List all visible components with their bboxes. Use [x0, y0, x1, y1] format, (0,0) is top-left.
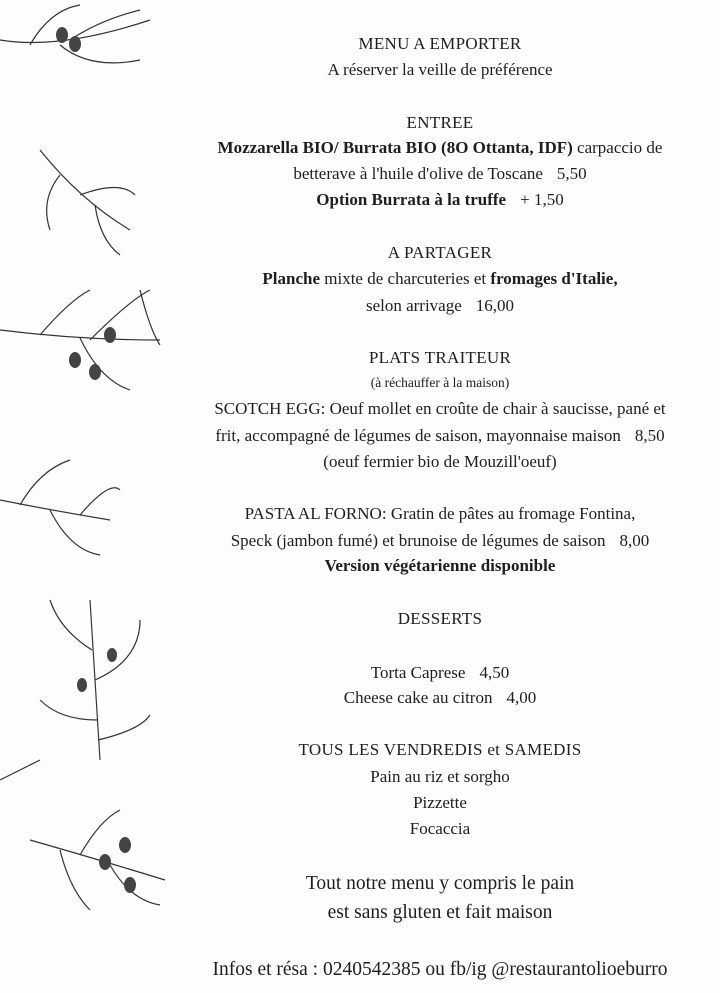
pasta-line-1	[180, 504, 700, 524]
partager-line-2	[180, 296, 700, 316]
menu-title: MENU A EMPORTER	[358, 34, 522, 53]
dessert-item	[180, 688, 700, 708]
dessert-price: 4,00	[506, 688, 537, 707]
pasta-desc-2: Speck (jambon fumé) et brunoise de légumes de saison	[230, 531, 606, 550]
section-title-weekend: TOUS LES VENDREDIS et SAMEDIS	[298, 740, 582, 759]
pasta-price: 8,00	[619, 531, 650, 550]
dessert-price: 4,50	[479, 663, 510, 682]
pasta-line-2	[180, 531, 700, 551]
partager-c: fromages d'Italie,	[490, 269, 618, 288]
partager-line-1	[180, 269, 700, 289]
scotch-line-2	[180, 426, 700, 446]
dessert-name: Torta Caprese	[370, 663, 466, 682]
scotch-desc-2: frit, accompagné de légumes de saison, mayonnaise maison	[215, 426, 621, 445]
weekend-item: Focaccia	[409, 819, 471, 838]
dessert-item	[180, 663, 700, 683]
entree-line-1	[180, 138, 700, 158]
partager-b: mixte de charcuteries et	[320, 269, 491, 288]
gluten-line-2: est sans gluten et fait maison	[327, 902, 553, 923]
entree-line-2	[180, 164, 700, 184]
scotch-label: SCOTCH EGG:	[214, 399, 326, 418]
partager-a: Planche	[262, 269, 321, 288]
weekend-item: Pizzette	[413, 793, 467, 812]
weekend-item: Pain au riz et sorgho	[370, 767, 510, 786]
section-title-partager: A PARTAGER	[387, 243, 493, 262]
traiteur-note: (à réchauffer à la maison)	[370, 375, 510, 390]
pasta-desc-1: Gratin de pâtes au fromage Fontina,	[386, 504, 636, 523]
partager-desc: selon arrivage	[365, 296, 462, 315]
scotch-note: (oeuf fermier bio de Mouzill'oeuf)	[323, 452, 557, 471]
dessert-name: Cheese cake au citron	[343, 688, 493, 707]
entree-price: 5,50	[556, 164, 587, 183]
gluten-line-1: Tout notre menu y compris le pain	[305, 873, 575, 894]
partager-price: 16,00	[475, 296, 515, 315]
scotch-line-1	[180, 399, 700, 419]
section-title-entree: ENTREE	[406, 113, 474, 132]
entree-rest: carpaccio de	[572, 138, 663, 157]
scotch-desc-1: Oeuf mollet en croûte de chair à saucisse, pané et	[325, 399, 666, 418]
pasta-note: Version végétarienne disponible	[324, 556, 556, 575]
contact-info: Infos et résa : 0240542385 ou fb/ig @restaurantolioeburro	[212, 959, 668, 980]
entree-bold: Mozzarella BIO/ Burrata BIO (8O Ottanta, IDF)	[217, 138, 573, 157]
scotch-price: 8,50	[634, 426, 665, 445]
option-price: + 1,50	[520, 190, 564, 209]
pasta-label: PASTA AL FORNO:	[244, 504, 387, 523]
olive-branch-decoration	[0, 0, 180, 993]
menu-subtitle: A réserver la veille de préférence	[327, 60, 553, 79]
option-label: Option Burrata à la truffe	[316, 190, 507, 209]
entree-desc: betterave à l'huile d'olive de Toscane	[293, 164, 543, 183]
section-title-desserts: DESSERTS	[397, 609, 483, 628]
section-title-traiteur: PLATS TRAITEUR	[368, 348, 512, 367]
entree-option	[180, 190, 700, 210]
